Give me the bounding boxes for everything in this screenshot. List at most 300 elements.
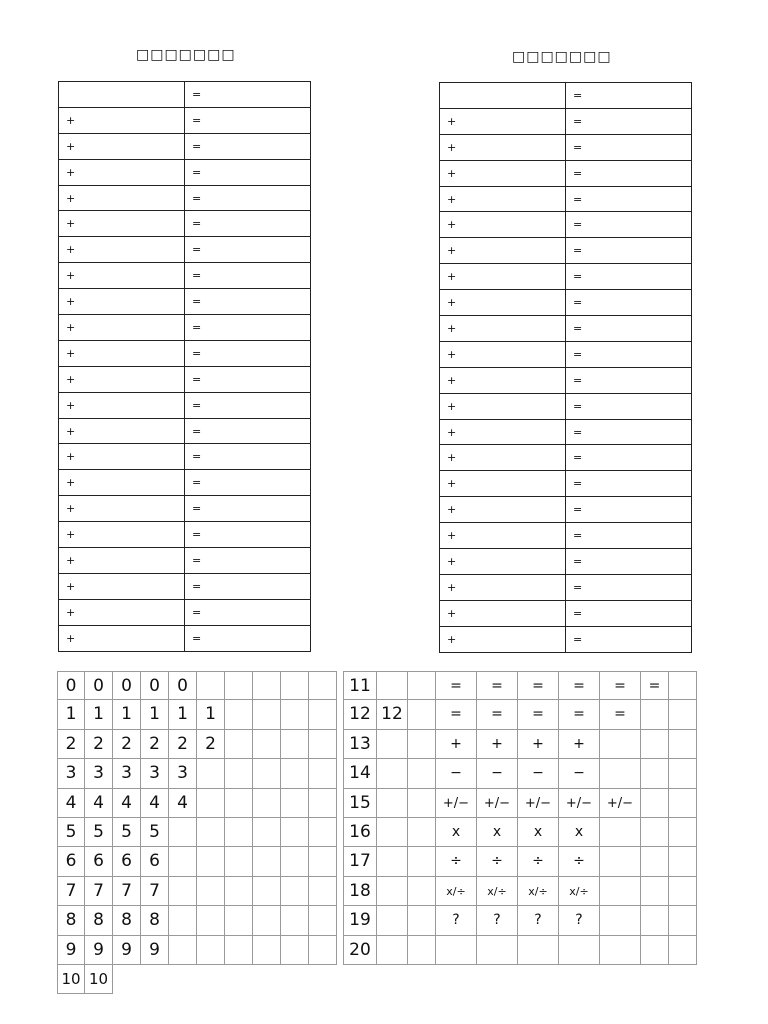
equation-right-cell[interactable]: = — [185, 289, 311, 315]
number-tile[interactable] — [169, 847, 197, 876]
equation-right-cell[interactable]: = — [566, 186, 692, 212]
operator-tile[interactable] — [600, 818, 641, 847]
operator-tile[interactable]: ? — [518, 906, 559, 935]
number-tile[interactable] — [309, 818, 337, 847]
equation-right-cell[interactable]: = — [185, 573, 311, 599]
operator-tile[interactable]: + — [518, 730, 559, 759]
operator-tile[interactable] — [669, 759, 697, 788]
number-tile[interactable] — [377, 671, 408, 700]
number-tile[interactable] — [197, 789, 225, 818]
number-tile[interactable] — [281, 730, 309, 759]
operator-tile[interactable] — [669, 730, 697, 759]
number-tile[interactable] — [309, 730, 337, 759]
equation-left-cell[interactable]: + — [59, 159, 185, 185]
equation-left-cell[interactable] — [440, 83, 566, 109]
operator-tile[interactable]: = — [559, 671, 600, 700]
operator-tile[interactable] — [669, 671, 697, 700]
number-tile[interactable] — [225, 877, 253, 906]
equation-left-cell[interactable]: + — [59, 107, 185, 133]
number-tile[interactable] — [225, 789, 253, 818]
number-tile[interactable] — [197, 906, 225, 935]
equation-right-cell[interactable]: = — [185, 107, 311, 133]
number-tile[interactable]: 5 — [113, 818, 141, 847]
number-tile[interactable] — [253, 730, 281, 759]
equation-right-cell[interactable]: = — [566, 160, 692, 186]
number-tile[interactable]: 9 — [85, 936, 113, 965]
equation-right-cell[interactable]: = — [566, 238, 692, 264]
number-tile[interactable] — [377, 847, 408, 876]
number-tile[interactable] — [281, 877, 309, 906]
equation-left-cell[interactable]: + — [440, 316, 566, 342]
operator-tile[interactable]: x — [518, 818, 559, 847]
number-tile[interactable]: 5 — [57, 818, 85, 847]
operator-tile[interactable]: = — [518, 700, 559, 729]
equation-left-cell[interactable]: + — [440, 549, 566, 575]
equation-left-cell[interactable]: + — [440, 290, 566, 316]
operator-tile[interactable]: = — [600, 700, 641, 729]
operator-tile[interactable] — [641, 906, 669, 935]
equation-right-cell[interactable]: = — [566, 523, 692, 549]
number-tile[interactable] — [225, 671, 253, 700]
equation-left-cell[interactable]: + — [59, 263, 185, 289]
number-tile[interactable]: 1 — [57, 700, 85, 729]
equation-right-cell[interactable]: = — [566, 341, 692, 367]
blank-tile[interactable] — [408, 877, 436, 906]
equation-left-cell[interactable]: + — [59, 392, 185, 418]
equation-left-cell[interactable]: + — [59, 470, 185, 496]
blank-tile[interactable] — [408, 789, 436, 818]
operator-tile[interactable]: − — [436, 759, 477, 788]
number-tile[interactable]: 13 — [343, 730, 377, 759]
number-tile[interactable] — [225, 936, 253, 965]
number-tile[interactable]: 11 — [343, 671, 377, 700]
operator-tile[interactable]: + — [436, 730, 477, 759]
equation-left-cell[interactable]: + — [440, 626, 566, 652]
equation-left-cell[interactable]: + — [440, 471, 566, 497]
number-tile[interactable]: 2 — [169, 730, 197, 759]
number-tile[interactable] — [377, 759, 408, 788]
operator-tile[interactable]: = — [518, 671, 559, 700]
operator-tile[interactable]: = — [436, 671, 477, 700]
equation-right-cell[interactable]: = — [185, 444, 311, 470]
equation-right-cell[interactable]: = — [185, 159, 311, 185]
equation-row — [440, 367, 692, 393]
number-tile[interactable]: 1 — [113, 700, 141, 729]
equation-right-cell[interactable]: = — [185, 315, 311, 341]
number-tile[interactable] — [197, 877, 225, 906]
equation-right-cell[interactable]: = — [185, 418, 311, 444]
blank-tile[interactable] — [408, 759, 436, 788]
number-tile[interactable] — [377, 906, 408, 935]
equation-left-cell[interactable]: + — [59, 573, 185, 599]
number-tile[interactable]: 3 — [169, 759, 197, 788]
operator-tile[interactable]: ÷ — [436, 847, 477, 876]
blank-tile[interactable] — [408, 730, 436, 759]
operator-tile[interactable]: − — [518, 759, 559, 788]
number-tile[interactable] — [281, 671, 309, 700]
number-tile[interactable]: 0 — [57, 671, 85, 700]
number-tile[interactable]: 1 — [85, 700, 113, 729]
operator-tile[interactable] — [641, 847, 669, 876]
equation-right-cell[interactable]: = — [185, 599, 311, 625]
operator-tile[interactable] — [669, 906, 697, 935]
number-tile[interactable] — [169, 877, 197, 906]
number-tile[interactable] — [281, 759, 309, 788]
equation-left-cell[interactable]: + — [440, 574, 566, 600]
number-tile[interactable] — [281, 847, 309, 876]
operator-tile[interactable] — [641, 700, 669, 729]
blank-tile[interactable] — [408, 700, 436, 729]
operator-tile[interactable]: x — [559, 818, 600, 847]
operator-tile[interactable] — [669, 818, 697, 847]
number-tile[interactable]: 0 — [169, 671, 197, 700]
equation-row — [440, 497, 692, 523]
number-tile[interactable] — [253, 906, 281, 935]
number-tile[interactable]: 6 — [85, 847, 113, 876]
operator-tile[interactable]: = — [559, 700, 600, 729]
equation-left-cell[interactable]: + — [440, 393, 566, 419]
number-tile[interactable] — [197, 847, 225, 876]
number-tile[interactable] — [225, 700, 253, 729]
number-tile[interactable]: 6 — [141, 847, 169, 876]
operator-tile[interactable] — [641, 936, 669, 965]
equation-right-cell[interactable]: = — [566, 316, 692, 342]
operator-tile[interactable]: = — [436, 700, 477, 729]
number-tile[interactable] — [377, 877, 408, 906]
number-tile[interactable] — [225, 818, 253, 847]
number-tile[interactable]: 7 — [113, 877, 141, 906]
operator-tile[interactable] — [559, 936, 600, 965]
equation-left-cell[interactable]: + — [440, 186, 566, 212]
number-tile[interactable]: 4 — [113, 789, 141, 818]
equation-left-cell[interactable]: + — [440, 367, 566, 393]
operator-tile[interactable]: ÷ — [518, 847, 559, 876]
equation-right-cell[interactable]: = — [185, 366, 311, 392]
number-tile[interactable] — [377, 789, 408, 818]
number-tile[interactable]: 3 — [141, 759, 169, 788]
number-tile[interactable] — [281, 906, 309, 935]
operator-tile[interactable]: = — [641, 671, 669, 700]
number-tile[interactable]: 12 — [343, 700, 377, 729]
number-tile[interactable]: 0 — [141, 671, 169, 700]
equation-left-cell[interactable]: + — [59, 185, 185, 211]
equation-left-cell[interactable]: + — [59, 496, 185, 522]
number-tile[interactable]: 20 — [343, 936, 377, 965]
equation-left-cell[interactable]: + — [59, 340, 185, 366]
equation-right-cell[interactable]: = — [566, 83, 692, 109]
equation-left-cell[interactable]: + — [440, 238, 566, 264]
equation-left-cell[interactable] — [59, 82, 185, 108]
equation-right-cell[interactable]: = — [566, 471, 692, 497]
operator-tile[interactable]: ÷ — [559, 847, 600, 876]
equation-left-cell[interactable]: + — [59, 133, 185, 159]
operator-tile[interactable] — [669, 789, 697, 818]
number-tile[interactable]: 1 — [169, 700, 197, 729]
operator-tile[interactable]: + — [559, 730, 600, 759]
blank-tile[interactable] — [408, 936, 436, 965]
number-tile[interactable] — [253, 847, 281, 876]
operator-tile[interactable] — [600, 759, 641, 788]
number-tile[interactable] — [225, 730, 253, 759]
number-tile[interactable]: 2 — [197, 730, 225, 759]
operator-tile[interactable]: +/− — [559, 789, 600, 818]
number-tile[interactable]: 8 — [113, 906, 141, 935]
operator-tile[interactable]: x/÷ — [436, 877, 477, 906]
operator-tile[interactable] — [600, 847, 641, 876]
operator-tile[interactable]: x/÷ — [559, 877, 600, 906]
number-tile[interactable] — [309, 936, 337, 965]
number-tile[interactable]: 3 — [57, 759, 85, 788]
number-tile[interactable] — [281, 936, 309, 965]
blank-tile[interactable] — [408, 906, 436, 935]
number-tile[interactable] — [225, 847, 253, 876]
operator-tile[interactable]: ÷ — [477, 847, 518, 876]
operator-tile[interactable] — [600, 906, 641, 935]
operator-tile[interactable] — [600, 877, 641, 906]
equation-row — [440, 212, 692, 238]
number-tile[interactable] — [309, 789, 337, 818]
equation-right-cell[interactable]: = — [185, 392, 311, 418]
number-tile[interactable]: 18 — [343, 877, 377, 906]
equation-left-cell[interactable]: + — [440, 497, 566, 523]
equation-row — [59, 573, 311, 599]
equation-left-cell[interactable]: + — [440, 341, 566, 367]
operator-tile[interactable]: + — [477, 730, 518, 759]
operator-tile[interactable] — [669, 847, 697, 876]
operator-tile[interactable]: ? — [477, 906, 518, 935]
number-tile[interactable]: 1 — [141, 700, 169, 729]
number-tile[interactable]: 0 — [113, 671, 141, 700]
equation-right-cell[interactable]: = — [185, 237, 311, 263]
equation-row — [440, 626, 692, 652]
operator-tile[interactable] — [436, 936, 477, 965]
equation-right-cell[interactable]: = — [566, 497, 692, 523]
number-tile[interactable]: 9 — [113, 936, 141, 965]
equation-row — [440, 264, 692, 290]
number-tile[interactable] — [253, 700, 281, 729]
equation-right-cell[interactable]: = — [566, 264, 692, 290]
number-tile[interactable]: 4 — [169, 789, 197, 818]
equation-right-cell[interactable]: = — [566, 108, 692, 134]
equation-left-cell[interactable]: + — [440, 445, 566, 471]
equation-right-cell[interactable]: = — [566, 600, 692, 626]
equation-right-cell[interactable]: = — [566, 393, 692, 419]
equation-left-cell[interactable]: + — [59, 444, 185, 470]
equation-right-cell[interactable]: = — [185, 496, 311, 522]
operator-tile[interactable] — [477, 936, 518, 965]
number-tile[interactable]: 15 — [343, 789, 377, 818]
operator-tile[interactable]: − — [559, 759, 600, 788]
equation-left-cell[interactable]: + — [440, 419, 566, 445]
equation-right-cell[interactable]: = — [566, 134, 692, 160]
operator-tile[interactable] — [669, 936, 697, 965]
equation-row — [59, 133, 311, 159]
number-tile[interactable]: 6 — [113, 847, 141, 876]
number-tile[interactable]: 8 — [141, 906, 169, 935]
equation-right-cell[interactable]: = — [566, 445, 692, 471]
equation-left-cell[interactable]: + — [59, 211, 185, 237]
operator-tile[interactable] — [669, 700, 697, 729]
number-tile[interactable] — [281, 700, 309, 729]
equation-right-cell[interactable]: = — [185, 211, 311, 237]
number-tile[interactable] — [281, 789, 309, 818]
number-tile[interactable]: 7 — [141, 877, 169, 906]
operator-tile[interactable]: +/− — [600, 789, 641, 818]
equation-left-cell[interactable]: + — [59, 522, 185, 548]
operator-tile[interactable]: x — [477, 818, 518, 847]
equation-left-cell[interactable]: + — [440, 264, 566, 290]
number-tile[interactable]: 7 — [85, 877, 113, 906]
operator-tile[interactable] — [641, 730, 669, 759]
number-tile[interactable]: 2 — [141, 730, 169, 759]
number-tile[interactable] — [253, 818, 281, 847]
number-tile[interactable]: 3 — [85, 759, 113, 788]
number-tile[interactable]: 2 — [57, 730, 85, 759]
number-tile[interactable] — [197, 818, 225, 847]
operator-tile[interactable] — [641, 877, 669, 906]
operator-tile[interactable]: x/÷ — [477, 877, 518, 906]
number-tile[interactable] — [309, 847, 337, 876]
equation-left-cell[interactable]: + — [59, 237, 185, 263]
number-tile[interactable]: 3 — [113, 759, 141, 788]
equation-left-cell[interactable]: + — [59, 599, 185, 625]
number-tile[interactable]: 4 — [85, 789, 113, 818]
equation-left-cell[interactable]: + — [440, 134, 566, 160]
equation-left-cell[interactable]: + — [440, 160, 566, 186]
number-tile[interactable]: 4 — [57, 789, 85, 818]
number-tile[interactable]: 4 — [141, 789, 169, 818]
blank-tile[interactable] — [408, 847, 436, 876]
operator-tile[interactable] — [641, 759, 669, 788]
number-tile[interactable]: 2 — [113, 730, 141, 759]
number-tile[interactable]: 12 — [377, 700, 408, 729]
equation-left-cell[interactable]: + — [59, 315, 185, 341]
operator-tile[interactable] — [669, 877, 697, 906]
number-tile[interactable] — [309, 700, 337, 729]
number-tile[interactable]: 5 — [85, 818, 113, 847]
number-tile[interactable] — [197, 936, 225, 965]
equation-left-cell[interactable]: + — [440, 212, 566, 238]
number-tile[interactable]: 16 — [343, 818, 377, 847]
equation-right-cell[interactable]: = — [566, 212, 692, 238]
number-tile[interactable] — [169, 906, 197, 935]
blank-tile[interactable] — [408, 818, 436, 847]
number-tile[interactable]: 6 — [57, 847, 85, 876]
equation-left-cell[interactable]: + — [59, 289, 185, 315]
number-tile[interactable]: 7 — [57, 877, 85, 906]
number-tile[interactable] — [253, 936, 281, 965]
number-tile[interactable] — [281, 818, 309, 847]
number-tile[interactable] — [309, 906, 337, 935]
operator-tile[interactable]: = — [477, 671, 518, 700]
number-tile[interactable] — [197, 671, 225, 700]
number-tile[interactable] — [197, 759, 225, 788]
equation-right-cell[interactable]: = — [566, 290, 692, 316]
equation-right-cell[interactable]: = — [566, 549, 692, 575]
equation-right-cell[interactable]: = — [566, 367, 692, 393]
operator-tile[interactable]: +/− — [518, 789, 559, 818]
number-tile[interactable]: 19 — [343, 906, 377, 935]
number-tile[interactable] — [253, 789, 281, 818]
number-tile[interactable]: 17 — [343, 847, 377, 876]
number-tile[interactable]: 10 — [57, 965, 85, 994]
number-tile[interactable] — [169, 936, 197, 965]
number-tile[interactable]: 1 — [197, 700, 225, 729]
operator-tile[interactable]: = — [600, 671, 641, 700]
number-tile[interactable]: 14 — [343, 759, 377, 788]
number-tile[interactable] — [309, 671, 337, 700]
number-tile[interactable]: 8 — [85, 906, 113, 935]
equation-left-cell[interactable]: + — [440, 523, 566, 549]
equation-left-cell[interactable]: + — [59, 366, 185, 392]
operator-tile[interactable]: x — [436, 818, 477, 847]
equation-right-cell[interactable]: = — [566, 419, 692, 445]
number-tile[interactable] — [309, 877, 337, 906]
operator-tile[interactable]: − — [477, 759, 518, 788]
operator-tile[interactable]: +/− — [477, 789, 518, 818]
number-tile[interactable] — [225, 906, 253, 935]
equation-left-cell[interactable]: + — [59, 418, 185, 444]
operator-tile[interactable]: +/− — [436, 789, 477, 818]
number-tile[interactable] — [253, 877, 281, 906]
equation-row — [59, 237, 311, 263]
number-tile[interactable]: 0 — [85, 671, 113, 700]
number-tile[interactable]: 5 — [141, 818, 169, 847]
number-tile[interactable] — [377, 818, 408, 847]
equation-right-cell[interactable]: = — [185, 625, 311, 651]
number-tile[interactable]: 2 — [85, 730, 113, 759]
number-tile[interactable] — [377, 936, 408, 965]
equation-right-cell[interactable]: = — [185, 185, 311, 211]
operator-tile[interactable] — [600, 936, 641, 965]
equation-right-cell[interactable]: = — [185, 548, 311, 574]
equation-left-cell[interactable]: + — [59, 625, 185, 651]
equation-left-cell[interactable]: + — [440, 600, 566, 626]
operator-tile[interactable]: ? — [436, 906, 477, 935]
number-tile[interactable] — [169, 818, 197, 847]
equation-row — [59, 444, 311, 470]
equation-right-cell[interactable]: = — [185, 263, 311, 289]
operator-tile[interactable] — [600, 730, 641, 759]
number-tile[interactable] — [253, 759, 281, 788]
number-tile[interactable] — [225, 759, 253, 788]
operator-tile[interactable] — [518, 936, 559, 965]
equation-right-cell[interactable]: = — [185, 522, 311, 548]
equation-right-cell[interactable]: = — [566, 574, 692, 600]
number-tile[interactable] — [309, 759, 337, 788]
equation-left-cell[interactable]: + — [59, 548, 185, 574]
operator-tile[interactable]: = — [477, 700, 518, 729]
number-tile[interactable]: 10 — [85, 965, 113, 994]
equation-row — [440, 108, 692, 134]
equation-right-cell[interactable]: = — [185, 340, 311, 366]
number-tile[interactable]: 9 — [57, 936, 85, 965]
equation-right-cell[interactable]: = — [185, 82, 311, 108]
equation-right-cell[interactable]: = — [566, 626, 692, 652]
operator-tile[interactable]: ? — [559, 906, 600, 935]
number-tile[interactable] — [253, 671, 281, 700]
blank-tile[interactable] — [408, 671, 436, 700]
equation-left-cell[interactable]: + — [440, 108, 566, 134]
number-tile[interactable]: 8 — [57, 906, 85, 935]
operator-tile[interactable] — [641, 818, 669, 847]
equation-right-cell[interactable]: = — [185, 133, 311, 159]
operator-tile[interactable]: x/÷ — [518, 877, 559, 906]
equation-right-cell[interactable]: = — [185, 470, 311, 496]
operator-tile[interactable] — [641, 789, 669, 818]
number-tile[interactable] — [377, 730, 408, 759]
number-tile[interactable]: 9 — [141, 936, 169, 965]
